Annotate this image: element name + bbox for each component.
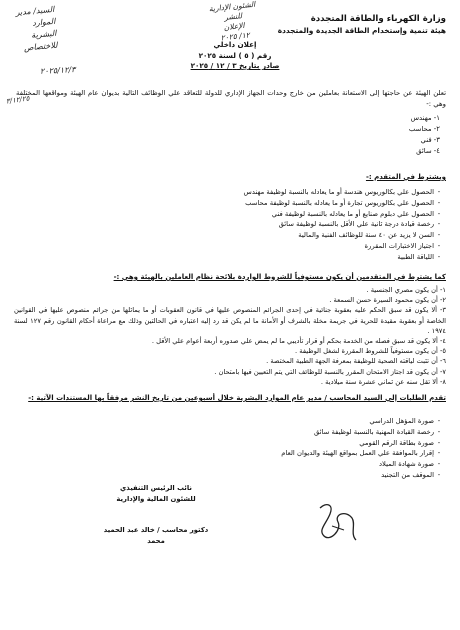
handwritten-referral-note [2,4,58,56]
handwritten-date: ٣/١٢/٢٥ [5,94,30,106]
documents-list [224,416,444,481]
job-item: ١- مهندس [410,114,440,122]
list-item-text: السن لا يزيد عن ٤٠ سنة للوظائف الفنية والمالية [298,231,434,240]
handwritten-line: الشئون الإدارية [208,0,256,14]
list-item: - إقرار بالموافقة علي العمل بمواقع الهيئة والديوان العام [224,448,444,459]
signature-block [96,483,216,547]
list-item: - رخصة قيادة درجة ثانية علي الأقل بالنسبة لوظيفة سائق [64,219,444,230]
condition-item: ٣- ألا يكون قد سبق الحكم عليه بعقوبة جنائية في إحدى الجرائم المنصوص عليها في قانون العقوبات أو ما يماثلها من جرائم منصوص عليها في القوانين الخاصة أو بعقوبة مقيدة للحرية في جريمة مخلة بالشرف أو الأمانة ما لم يكن قد رد إليه اعتباره في الحالتين وذلك مع مراعاة أحكام القانون رقم ١٢٧ لسنة ١٩٧٤ . [14,306,446,335]
list-item: - صورة شهادة الميلاد [224,459,444,470]
handwritten-line: الإعلان [223,20,245,33]
list-item-text: الموقف من التجنيد [381,470,434,479]
list-item-text: صورة شهادة الميلاد [379,460,434,469]
ministry-name: وزارة الكهرباء والطاقة المتجددة [310,14,446,24]
list-item: - الموقف من التجنيد [224,470,444,481]
handwritten-line: الموارد [31,16,56,28]
list-item: - صورة المؤهل الدراسي [224,416,444,427]
handwritten-line: ١٢/ ٢٠٢٥ [220,30,251,43]
job-item: ٢- محاسب [408,125,440,133]
jobs-list [320,113,440,157]
list-item: - اللياقة الطبية [64,252,444,263]
condition-item: ٢- أن يكون محمود السيرة حسن السمعة . [329,296,446,305]
list-item-text: صورة المؤهل الدراسي [369,417,434,425]
list-item: - الحصول علي بكالوريوس هندسة أو ما يعادله بالنسبة لوظيفة مهندس [64,187,444,198]
list-item-text: الحصول علي بكالوريوس تجارة أو ما يعادله بالنسبة لوظيفة محاسب [245,198,434,207]
signature-scribble [312,500,362,546]
list-item-text: اللياقة الطبية [397,252,434,261]
announcement-date: صادر بتاريخ ٣ / ١٢ / ٢٠٢٥ [190,61,280,71]
announcement-number: رقم ( ٥ ) لسنة ٢٠٢٥ [198,50,272,60]
list-item-text: رخصة قيادة درجة ثانية علي الأقل بالنسبة لوظيفة سائق [278,220,434,229]
signatory-title: نائب الرئيس التنفيذي [120,484,192,492]
handwritten-date: ٢٠٢٥/١٢/٣ [39,65,76,76]
handwritten-line: للاختصاص [23,40,58,53]
condition-item: ٤- ألا يكون قد سبق فصله من الخدمة بحكم أو قرار تأديبي ما لم يمض علي صدوره أربعة أعوام علي الأقل . [151,337,446,346]
list-item-text: اجتياز الاختبارات المقررة [364,241,434,250]
list-item: - رخصة القيادة المهنية بالنسبة لوظيفة سائق [224,427,444,438]
handwritten-line: للنشر [223,11,243,22]
job-item: ٤- سائق [416,147,440,155]
conditions-title: كما يشترط في المتقدمين أن يكون مستوفياً للشروط الواردة بلائحة نظام العاملين بالهيئة وهي :- [113,273,446,281]
list-item-text: صورة بطاقة الرقم القومي [359,438,434,447]
condition-item: ٨- ألا تقل سنه عن ثماني عشرة سنة ميلادية . [320,377,446,386]
list-item-text: رخصة القيادة المهنية بالنسبة لوظيفة سائق [314,427,434,436]
list-item-text: الحصول علي بكالوريوس هندسة أو ما يعادله بالنسبة لوظيفة مهندس [243,188,434,196]
list-item-text: إقرار بالموافقة علي العمل بمواقع الهيئة والديوان العام [281,449,434,458]
condition-item: ٥- أن يكون مستوفياً للشروط المقررة لشغل الوظيفة . [295,347,446,356]
job-item: ٣- فني [420,136,440,144]
list-item-text: الحصول علي دبلوم صنايع أو ما يعادله بالنسبة لوظيفة فني [271,209,434,218]
requirements-list [64,187,444,263]
intro-paragraph: تعلن الهيئة عن حاجتها إلى الاستعانة بعاملين من خارج وحدات الجهاز الإداري للدولة للتعاقد علي الوظائف التالية بديوان عام الهيئة ومواقعها المختلفة وهي :- [16,89,446,108]
list-item: - اجتياز الاختبارات المقررة [64,241,444,252]
list-item: - السن لا يزيد عن ٤٠ سنة للوظائف الفنية والمالية [64,230,444,241]
list-item: - الحصول علي دبلوم صنايع أو ما يعادله بالنسبة لوظيفة فني [64,209,444,220]
condition-item: ٧- أن يكون قد اجتاز الامتحان المقرر بالنسبة للوظائف التي يتم التعيين فيها بامتحان . [214,367,446,376]
handwritten-line: البشرية [30,28,57,40]
authority-name: هيئة تنمية وإستخدام الطاقة الجديدة والمتجددة [277,26,446,35]
signatory-name: دكتور محاسب / خالد عبد الحميد محمد [103,526,209,545]
list-item: - الحصول علي بكالوريوس تجارة أو ما يعادله بالنسبة لوظيفة محاسب [64,198,444,209]
letterhead [276,14,446,36]
conditions-list [14,285,446,387]
documents-title: تقدم الطلبات إلي السيد المحاسب / مدير عام الموارد البشرية خلال أسبوعين من تاريخ النشر مرفقاً بها المستندات الآتية :- [28,394,446,402]
announcement-title: إعلان داخلي [213,40,257,49]
condition-item: ١- أن يكون مصري الجنسية . [366,286,446,294]
list-item: - صورة بطاقة الرقم القومي [224,438,444,449]
condition-item: ٦- أن تثبت لياقته الصحية للوظيفة بمعرفة الجهة الطبية المختصة . [266,357,446,366]
signatory-title: للشئون المالية والإدارية [116,495,196,503]
requirements-title: ويشترط في المتقدم :- [365,173,446,181]
handwritten-line: السيد/ مدير [15,4,55,18]
